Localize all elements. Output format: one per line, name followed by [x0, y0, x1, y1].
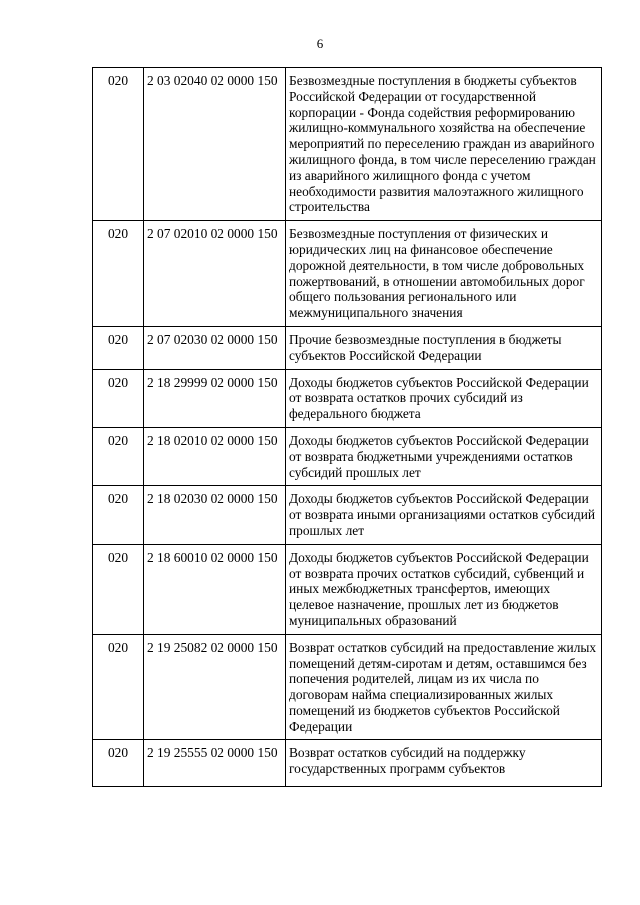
- revenue-name-cell: Доходы бюджетов субъектов Российской Федерации от возврата остатков прочих субсидий из федерального бюджета: [286, 369, 602, 427]
- table-row: [93, 634, 602, 740]
- revenue-name-cell: Безвозмездные поступления от физических и юридических лиц на финансовое обеспечение дорожной деятельности, в том числе добровольных пожертвований, в отношении автомобильных дорог общего пользования регионального или межмуниципального значения: [286, 221, 602, 327]
- table-row: [93, 221, 602, 327]
- admin-code-cell: 020: [93, 68, 144, 221]
- budget-code-cell: 2 07 02030 02 0000 150: [144, 326, 286, 369]
- page-number: 6: [316, 36, 324, 51]
- admin-code-cell: 020: [93, 740, 144, 787]
- admin-code-cell: 020: [93, 486, 144, 544]
- admin-code-cell: 020: [93, 221, 144, 327]
- budget-code-cell: 2 19 25082 02 0000 150: [144, 634, 286, 740]
- table-row: [93, 427, 602, 485]
- admin-code-cell: 020: [93, 634, 144, 740]
- revenue-name-cell: Безвозмездные поступления в бюджеты субъектов Российской Федерации от государственной корпорации - Фонда содействия реформированию жилищно-коммунального хозяйства на обеспечение мероприятий по переселению граждан из аварийного жилищного фонда, в том числе переселению граждан из аварийного жилищного фонда с учетом необходимости развития малоэтажного жилищного строительства: [286, 68, 602, 221]
- table-row: [93, 740, 602, 787]
- admin-code-cell: 020: [93, 326, 144, 369]
- admin-code-cell: 020: [93, 427, 144, 485]
- budget-code-cell: 2 18 02030 02 0000 150: [144, 486, 286, 544]
- table-row: [93, 486, 602, 544]
- budget-code-cell: 2 18 02010 02 0000 150: [144, 427, 286, 485]
- budget-code-cell: 2 07 02010 02 0000 150: [144, 221, 286, 327]
- budget-codes-table: [92, 67, 602, 787]
- admin-code-cell: 020: [93, 369, 144, 427]
- table-row: [93, 369, 602, 427]
- revenue-name-cell: Возврат остатков субсидий на предоставление жилых помещений детям-сиротам и детям, оставшимся без попечения родителей, лицам из их числа по договорам найма специализированных жилых помещений из бюджетов субъектов Российской Федерации: [286, 634, 602, 740]
- revenue-name-cell: Доходы бюджетов субъектов Российской Федерации от возврата прочих остатков субсидий, субвенций и иных межбюджетных трансфертов, имеющих целевое назначение, прошлых лет из бюджетов муниципальных образований: [286, 544, 602, 634]
- admin-code-cell: 020: [93, 544, 144, 634]
- revenue-name-cell: Доходы бюджетов субъектов Российской Федерации от возврата бюджетными учреждениями остатков субсидий прошлых лет: [286, 427, 602, 485]
- budget-code-cell: 2 19 25555 02 0000 150: [144, 740, 286, 787]
- budget-code-cell: 2 18 29999 02 0000 150: [144, 369, 286, 427]
- revenue-name-cell: Доходы бюджетов субъектов Российской Федерации от возврата иными организациями остатков субсидий прошлых лет: [286, 486, 602, 544]
- budget-code-cell: 2 18 60010 02 0000 150: [144, 544, 286, 634]
- revenue-name-cell: Возврат остатков субсидий на поддержку государственных программ субъектов: [286, 740, 602, 787]
- table-row: [93, 68, 602, 221]
- table-row: [93, 544, 602, 634]
- revenue-name-cell: Прочие безвозмездные поступления в бюджеты субъектов Российской Федерации: [286, 326, 602, 369]
- budget-code-cell: 2 03 02040 02 0000 150: [144, 68, 286, 221]
- table-row: [93, 326, 602, 369]
